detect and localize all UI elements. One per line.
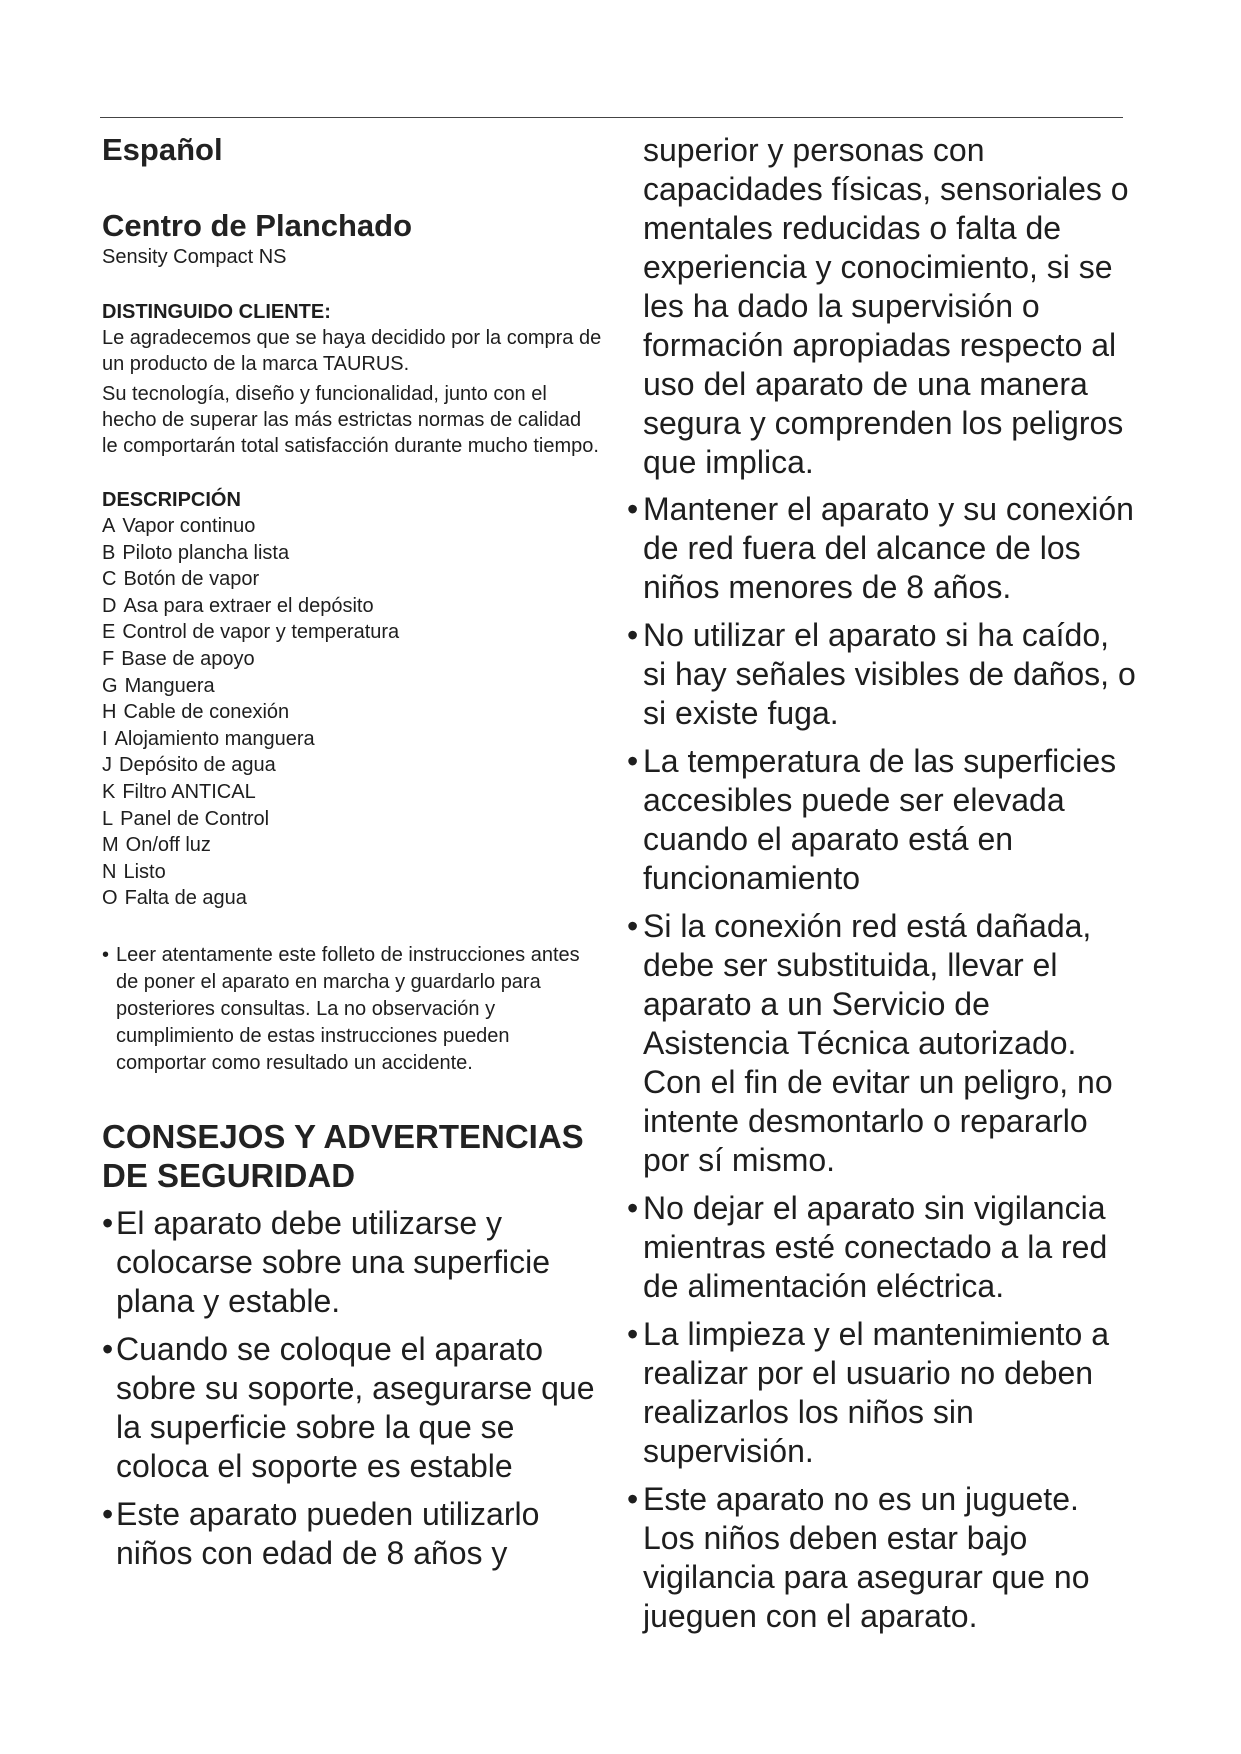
list-item: I Alojamiento manguera: [102, 727, 315, 750]
bullet-icon: •: [627, 743, 639, 779]
list-item: C Botón de vapor: [102, 568, 260, 591]
bullet-icon: •: [102, 1330, 114, 1367]
safety-item: • No utilizar el aparato si ha caído, si hay señales visibles de daños, o si existe fuga.: [627, 617, 1136, 731]
list-item: H Cable de conexión: [102, 701, 290, 724]
bullet-icon: •: [627, 1190, 639, 1226]
safety-item: • Este aparato pueden utilizarlo niños con edad de 8 años y: [102, 1495, 540, 1571]
list-item: B Piloto plancha lista: [102, 541, 290, 564]
safety-list-left: [102, 1204, 602, 1573]
list-item: G Manguera: [102, 674, 215, 697]
product-model: Sensity Compact NS: [102, 246, 287, 268]
safety-item: • Este aparato no es un juguete. Los niños deben estar bajo vigilancia para asegurar que no jueguen con el aparato.: [627, 1481, 1090, 1634]
safety-item: • Si la conexión red está dañada, debe ser substituida, llevar el aparato a un Servicio de Asistencia Técnica autorizado. Con el fin de evitar un peligro, no intente desmontarlo o repararlo por sí mismo.: [627, 908, 1113, 1178]
safety-item: • Mantener el aparato y su conexión de red fuera del alcance de los niños menores de 8 años.: [627, 491, 1134, 605]
list-item: O Falta de agua: [102, 887, 247, 910]
description-list: [102, 513, 602, 912]
list-item: K Filtro ANTICAL: [102, 780, 256, 803]
safety-item: • La temperatura de las superficies accesibles puede ser elevada cuando el aparato está en funcionamiento: [627, 743, 1117, 896]
intro-paragraph-2: Su tecnología, diseño y funcionalidad, junto con el hecho de superar las más estrictas normas de calidad le comportarán total satisfacción durante mucho tiempo.: [102, 383, 599, 457]
bullet-icon: •: [627, 908, 639, 944]
list-item: F Base de apoyo: [102, 647, 255, 670]
list-item: N Listo: [102, 860, 166, 883]
bullet-icon: •: [102, 943, 110, 966]
list-item: A Vapor continuo: [102, 515, 256, 537]
safety-item: • No dejar el aparato sin vigilancia mientras esté conectado a la red de alimentación eléctrica.: [627, 1190, 1108, 1304]
instructions-note: • Leer atentamente este folleto de instrucciones antes de poner el aparato en marcha y guardarlo para posteriores consultas. La no observación y cumplimiento de estas instrucciones pueden comportar como resultado un accidente.: [102, 943, 580, 1074]
intro-paragraph-1: Le agradecemos que se haya decidido por la compra de un producto de la marca TAURUS.: [102, 327, 602, 375]
language-heading: Español: [102, 132, 223, 167]
bullet-icon: •: [627, 1316, 639, 1352]
bullet-icon: •: [102, 1204, 114, 1241]
list-item: E Control de vapor y temperatura: [102, 621, 400, 644]
list-item: M On/off luz: [102, 834, 211, 857]
list-item: D Asa para extraer el depósito: [102, 594, 374, 617]
top-divider: [100, 117, 1123, 118]
left-column: [102, 130, 602, 1573]
list-item: J Depósito de agua: [102, 754, 276, 777]
bullet-icon: •: [627, 617, 639, 653]
safety-heading: CONSEJOS Y ADVERTENCIAS DE SEGURIDAD: [102, 1117, 584, 1194]
safety-item: • Cuando se coloque el aparato sobre su soporte, asegurarse que la superficie sobre la que se coloca el soporte es estable: [102, 1330, 595, 1484]
bullet-icon: •: [627, 1481, 639, 1517]
safety-list-right: [627, 131, 1137, 1636]
description-heading: DESCRIPCIÓN: [102, 489, 241, 511]
safety-item: • La limpieza y el mantenimiento a realizar por el usuario no deben realizarlos los niños sin supervisión.: [627, 1316, 1110, 1469]
bullet-icon: •: [627, 491, 639, 527]
list-item: L Panel de Control: [102, 807, 270, 830]
safety-item: • El aparato debe utilizarse y colocarse sobre una superficie plana y estable.: [102, 1204, 551, 1319]
safety-item-continuation: superior y personas con capacidades físicas, sensoriales o mentales reducidas o falta de experiencia y conocimiento, si se les ha dado la supervisión o formación apropiadas respecto al uso del aparato de una manera segura y comprenden los peligros que implica.: [643, 132, 1129, 480]
bullet-icon: •: [102, 1495, 114, 1532]
product-title: Centro de Planchado: [102, 208, 413, 243]
customer-heading: DISTINGUIDO CLIENTE:: [102, 301, 331, 323]
right-column: [627, 131, 1137, 1636]
